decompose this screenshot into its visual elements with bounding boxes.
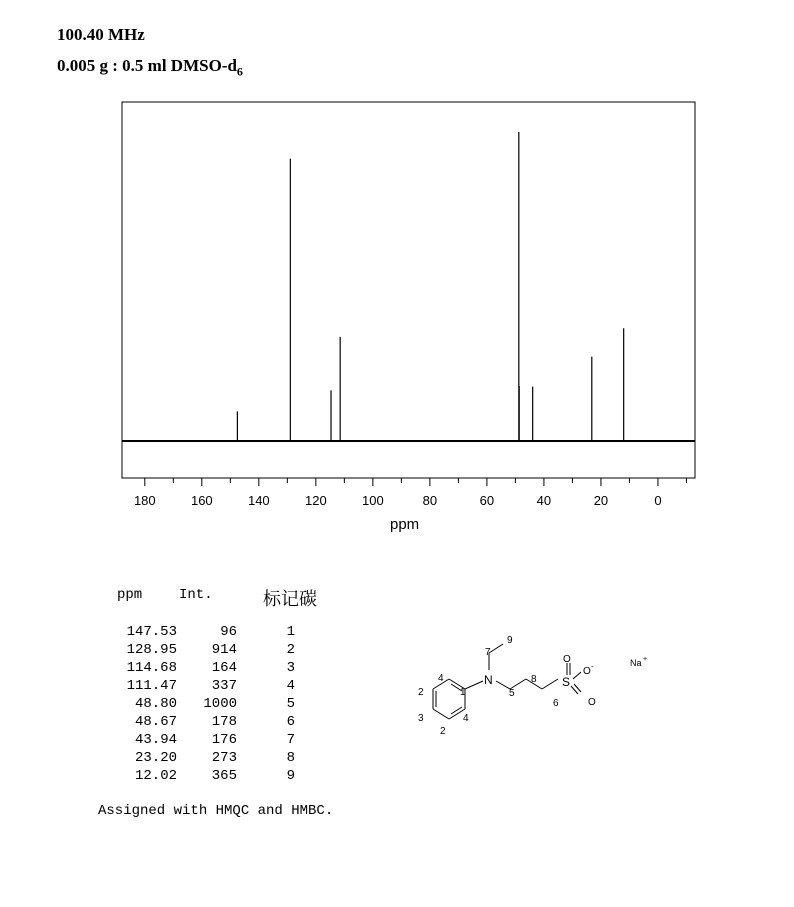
oxygen-atom-top: O bbox=[563, 654, 571, 665]
ppm-cell: 114.68 bbox=[126, 660, 177, 676]
ppm-cell: 111.47 bbox=[126, 678, 177, 694]
x-tick-label: 140 bbox=[247, 493, 270, 508]
positive-charge: + bbox=[643, 656, 648, 663]
label-c5: 5 bbox=[509, 688, 515, 699]
ppm-cell: 48.67 bbox=[134, 714, 177, 730]
ppm-cell: 12.02 bbox=[134, 768, 177, 784]
table-row bbox=[117, 677, 295, 695]
table-row bbox=[117, 641, 295, 659]
intensity-cell: 176 bbox=[211, 732, 237, 748]
carbon-label-cell: 4 bbox=[286, 678, 295, 694]
table-header-ppm: ppm bbox=[117, 587, 143, 603]
sodium-atom: Na bbox=[630, 658, 642, 668]
intensity-cell: 178 bbox=[211, 714, 237, 730]
sample-concentration-text: 0.005 g : 0.5 ml DMSO-d bbox=[57, 56, 237, 75]
label-c2a: 2 bbox=[418, 687, 424, 698]
carbon-label-cell: 5 bbox=[286, 696, 295, 712]
table-row bbox=[117, 623, 295, 641]
table-row bbox=[117, 767, 295, 785]
label-c3: 3 bbox=[418, 713, 424, 724]
x-tick-label: 20 bbox=[593, 493, 609, 508]
x-tick-label: 60 bbox=[479, 493, 495, 508]
intensity-cell: 914 bbox=[211, 642, 237, 658]
ppm-cell: 147.53 bbox=[126, 624, 177, 640]
intensity-cell: 164 bbox=[211, 660, 237, 676]
plot-frame bbox=[122, 102, 695, 478]
label-c9: 9 bbox=[507, 635, 513, 646]
x-axis-title: ppm bbox=[390, 516, 420, 533]
nitrogen-atom: N bbox=[484, 673, 493, 687]
label-c6: 6 bbox=[553, 698, 559, 709]
ppm-cell: 128.95 bbox=[126, 642, 177, 658]
x-tick-label: 180 bbox=[133, 493, 156, 508]
table-row bbox=[117, 713, 295, 731]
molecule-structure bbox=[405, 625, 655, 745]
ppm-cell: 23.20 bbox=[134, 750, 177, 766]
carbon-label-cell: 2 bbox=[286, 642, 295, 658]
x-axis-ticks bbox=[134, 478, 686, 508]
label-c4a: 4 bbox=[438, 673, 444, 684]
ppm-cell: 48.80 bbox=[134, 696, 177, 712]
spectrometer-frequency: 100.40 MHz bbox=[57, 25, 145, 44]
carbon-label-cell: 3 bbox=[286, 660, 295, 676]
sulfur-atom: S bbox=[562, 675, 571, 689]
label-c8: 8 bbox=[531, 674, 537, 685]
x-tick-label: 100 bbox=[362, 493, 384, 508]
intensity-cell: 273 bbox=[211, 750, 237, 766]
carbon-label-cell: 7 bbox=[286, 732, 295, 748]
intensity-cell: 1000 bbox=[203, 696, 237, 712]
sample-subscript: 6 bbox=[236, 64, 243, 79]
table-row bbox=[117, 659, 295, 677]
carbon-label-cell: 9 bbox=[286, 768, 295, 784]
oxygen-atom-anion: O bbox=[583, 666, 591, 677]
x-tick-label: 120 bbox=[304, 493, 327, 508]
label-c2b: 2 bbox=[440, 726, 446, 737]
carbon-label-cell: 1 bbox=[286, 624, 295, 640]
carbon-label-cell: 8 bbox=[286, 750, 295, 766]
table-header-int: Int. bbox=[179, 587, 213, 603]
peak-group bbox=[237, 132, 623, 441]
label-c1: 1 bbox=[460, 687, 466, 698]
carbon-label-cell: 6 bbox=[286, 714, 295, 730]
label-c7: 7 bbox=[485, 647, 491, 658]
assignment-note: Assigned with HMQC and HMBC. bbox=[98, 803, 334, 819]
table-header-label: 标记碳 bbox=[263, 589, 317, 610]
intensity-cell: 365 bbox=[211, 768, 237, 784]
benzene-ring bbox=[433, 679, 465, 719]
intensity-cell: 337 bbox=[211, 678, 237, 694]
table-row bbox=[117, 731, 295, 749]
x-tick-label: 40 bbox=[536, 493, 552, 508]
table-row bbox=[117, 695, 295, 713]
intensity-cell: 96 bbox=[220, 624, 237, 640]
negative-charge: - bbox=[591, 662, 594, 671]
x-tick-label: 160 bbox=[190, 493, 213, 508]
x-tick-label: 0 bbox=[654, 493, 662, 508]
label-c4b: 4 bbox=[463, 713, 469, 724]
oxygen-atom-bottom: O bbox=[588, 697, 596, 708]
atom-labels bbox=[418, 635, 647, 737]
x-tick-label: 80 bbox=[422, 493, 438, 508]
ppm-cell: 43.94 bbox=[134, 732, 177, 748]
peak-table bbox=[117, 623, 295, 785]
table-row bbox=[117, 749, 295, 767]
